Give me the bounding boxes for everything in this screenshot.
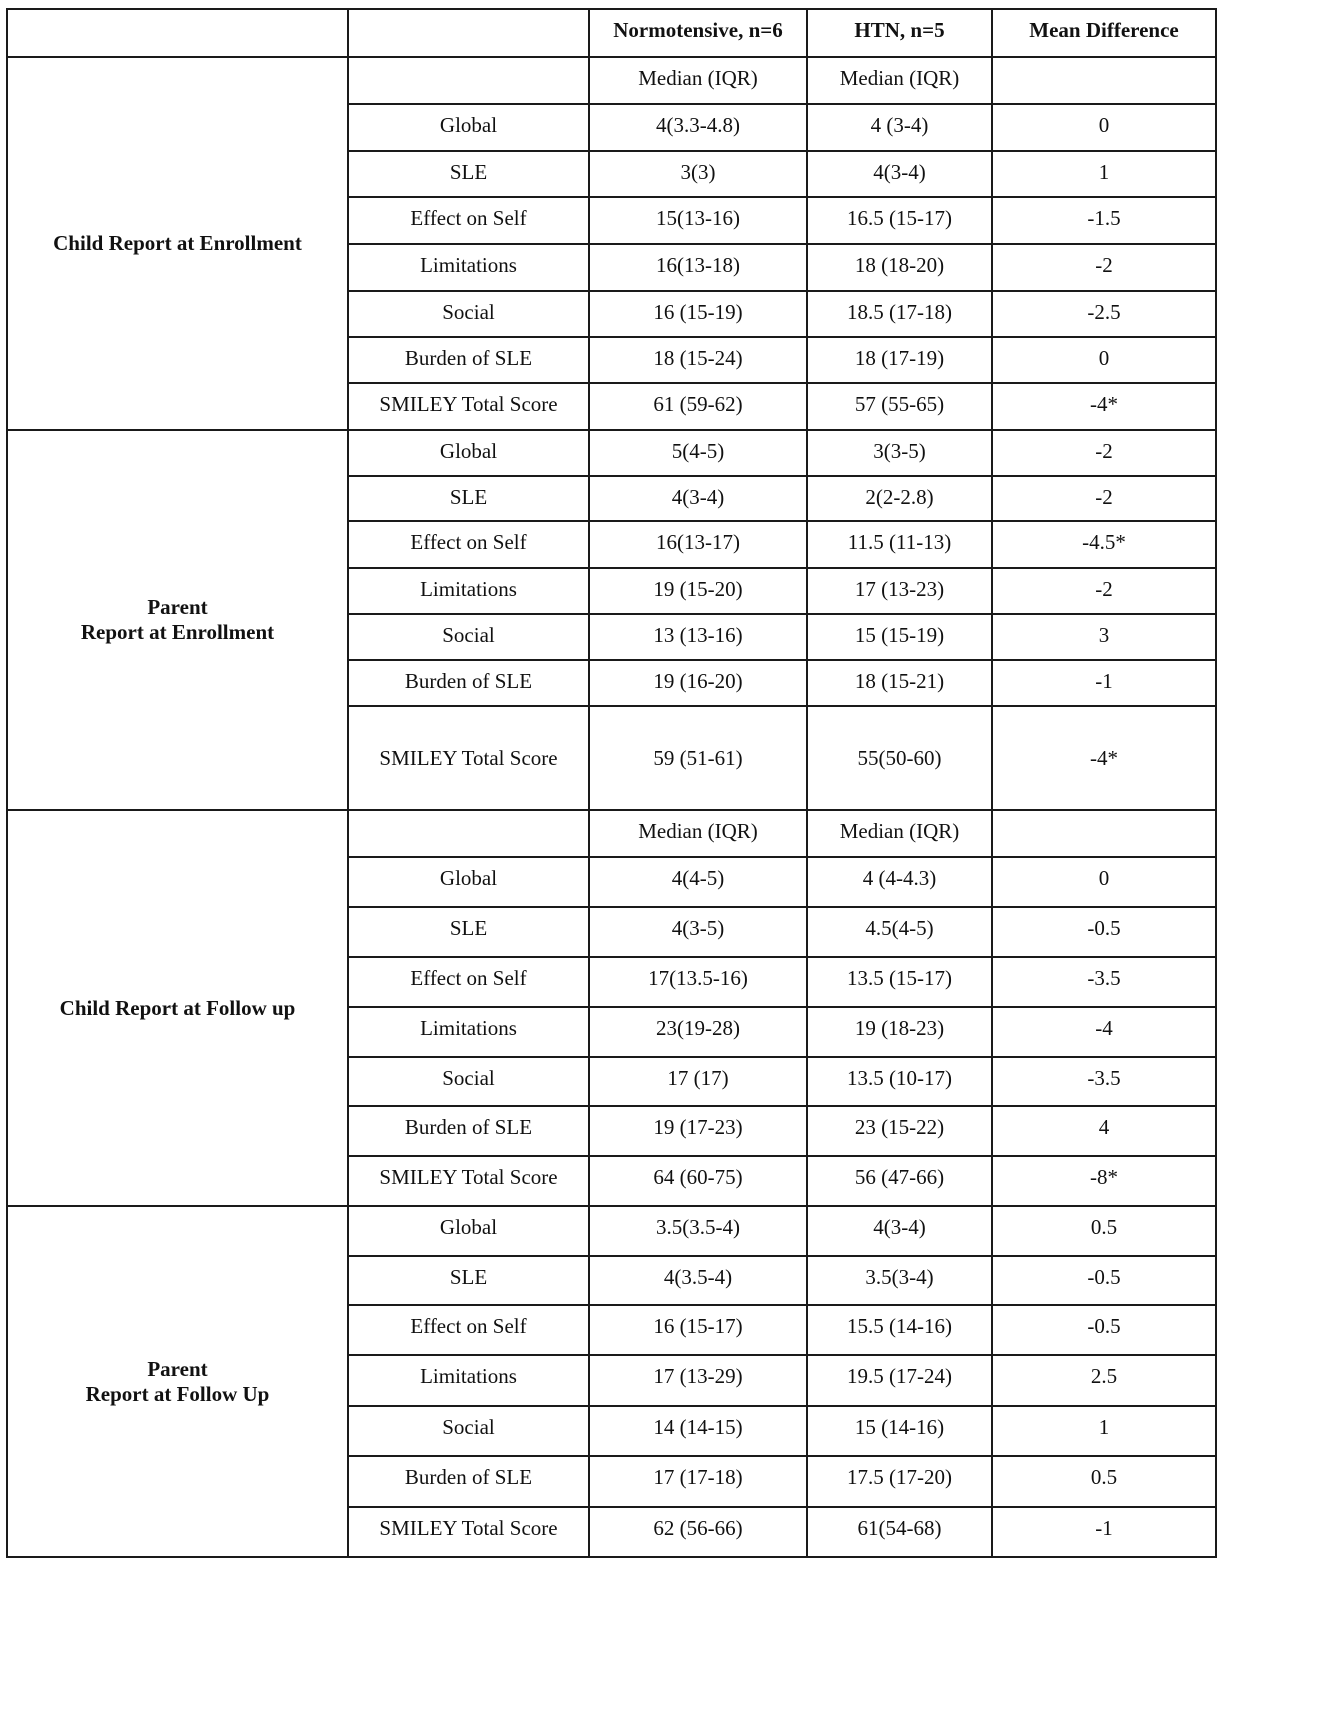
htn-cell: 13.5 (15-17) [807,957,992,1007]
row-label-cell: SMILEY Total Score [348,1507,589,1557]
row-label-cell: SMILEY Total Score [348,706,589,810]
htn-cell: 18 (18-20) [807,244,992,291]
normotensive-cell: 4(3.3-4.8) [589,104,807,151]
row-label-cell: Effect on Self [348,1305,589,1355]
subheader-blank-cell [348,810,589,857]
mean-difference-cell: 0.5 [992,1456,1216,1507]
section-group-label-line: Parent [147,1356,208,1381]
row-label-cell: Limitations [348,1007,589,1057]
row-label-cell: Global [348,857,589,907]
htn-cell: 3(3-5) [807,430,992,476]
mean-difference-cell: -1 [992,660,1216,706]
subheader-cell: Median (IQR) [807,57,992,104]
subheader-cell: Median (IQR) [589,57,807,104]
section-group-label-line: Parent [147,595,208,619]
row-label-cell: Burden of SLE [348,337,589,383]
normotensive-cell: 16 (15-17) [589,1305,807,1355]
row-label-cell: SLE [348,907,589,957]
table-row [7,430,1216,476]
section-group-label-line: Child Report at Follow up [59,995,296,1020]
mean-difference-cell: 0 [992,337,1216,383]
htn-cell: 18 (17-19) [807,337,992,383]
normotensive-cell: 16 (15-19) [589,291,807,337]
normotensive-cell: 4(3.5-4) [589,1256,807,1305]
section-group-label [7,430,348,810]
column-header [348,9,589,57]
row-label-cell: Burden of SLE [348,1456,589,1507]
mean-difference-cell: -4 [992,1007,1216,1057]
htn-cell: 19 (18-23) [807,1007,992,1057]
mean-difference-cell: -2 [992,430,1216,476]
htn-cell: 17.5 (17-20) [807,1456,992,1507]
row-label-cell: Global [348,430,589,476]
row-label-cell: Limitations [348,1355,589,1406]
normotensive-cell: 62 (56-66) [589,1507,807,1557]
normotensive-cell: 15(13-16) [589,197,807,244]
results-table-frame [6,8,1217,1558]
normotensive-cell: 16(13-17) [589,521,807,568]
row-label-cell: SMILEY Total Score [348,1156,589,1206]
normotensive-cell: 17 (13-29) [589,1355,807,1406]
mean-difference-cell: -1.5 [992,197,1216,244]
row-label-cell: Effect on Self [348,197,589,244]
column-header: Normotensive, n=6 [589,9,807,57]
mean-difference-cell: -4* [992,706,1216,810]
normotensive-cell: 64 (60-75) [589,1156,807,1206]
htn-cell: 4.5(4-5) [807,907,992,957]
normotensive-cell: 19 (15-20) [589,568,807,614]
mean-difference-cell: -0.5 [992,907,1216,957]
row-label-cell: Burden of SLE [348,660,589,706]
htn-cell: 15 (14-16) [807,1406,992,1456]
mean-difference-cell: -1 [992,1507,1216,1557]
htn-cell: 61(54-68) [807,1507,992,1557]
htn-cell: 4(3-4) [807,1206,992,1256]
mean-difference-cell: 1 [992,151,1216,197]
row-label-cell: Effect on Self [348,957,589,1007]
mean-difference-cell: 1 [992,1406,1216,1456]
mean-difference-cell: -3.5 [992,957,1216,1007]
mean-difference-cell: 0.5 [992,1206,1216,1256]
mean-difference-cell: -8* [992,1156,1216,1206]
htn-cell: 18.5 (17-18) [807,291,992,337]
row-label-cell: Social [348,1406,589,1456]
normotensive-cell: 16(13-18) [589,244,807,291]
normotensive-cell: 3(3) [589,151,807,197]
normotensive-cell: 19 (17-23) [589,1106,807,1156]
row-label-cell: Burden of SLE [348,1106,589,1156]
row-label-cell: Effect on Self [348,521,589,568]
normotensive-cell: 61 (59-62) [589,383,807,430]
column-header: Mean Difference [992,9,1216,57]
normotensive-cell: 3.5(3.5-4) [589,1206,807,1256]
normotensive-cell: 23(19-28) [589,1007,807,1057]
section-group-label-line: Report at Follow Up [85,1381,270,1406]
htn-cell: 23 (15-22) [807,1106,992,1156]
htn-cell: 2(2-2.8) [807,476,992,521]
subheader-cell: Median (IQR) [589,810,807,857]
normotensive-cell: 4(3-5) [589,907,807,957]
htn-cell: 18 (15-21) [807,660,992,706]
table-header-row [7,9,1216,57]
subheader-cell [992,57,1216,104]
section-group-label [7,57,348,430]
mean-difference-cell: -2 [992,568,1216,614]
mean-difference-cell: 0 [992,104,1216,151]
subheader-blank-cell [348,57,589,104]
column-header [7,9,348,57]
row-label-cell: SMILEY Total Score [348,383,589,430]
normotensive-cell: 17 (17) [589,1057,807,1106]
section-group-label [7,810,348,1206]
htn-cell: 11.5 (11-13) [807,521,992,568]
htn-cell: 3.5(3-4) [807,1256,992,1305]
normotensive-cell: 4(4-5) [589,857,807,907]
htn-cell: 4 (3-4) [807,104,992,151]
mean-difference-cell: -2.5 [992,291,1216,337]
row-label-cell: SLE [348,151,589,197]
mean-difference-cell: -4.5* [992,521,1216,568]
row-label-cell: Limitations [348,568,589,614]
htn-cell: 56 (47-66) [807,1156,992,1206]
mean-difference-cell: -0.5 [992,1305,1216,1355]
normotensive-cell: 17(13.5-16) [589,957,807,1007]
normotensive-cell: 14 (14-15) [589,1406,807,1456]
mean-difference-cell: -4* [992,383,1216,430]
mean-difference-cell: 2.5 [992,1355,1216,1406]
normotensive-cell: 59 (51-61) [589,706,807,810]
htn-cell: 13.5 (10-17) [807,1057,992,1106]
row-label-cell: Limitations [348,244,589,291]
subheader-cell: Median (IQR) [807,810,992,857]
normotensive-cell: 13 (13-16) [589,614,807,660]
htn-cell: 19.5 (17-24) [807,1355,992,1406]
htn-cell: 55(50-60) [807,706,992,810]
normotensive-cell: 18 (15-24) [589,337,807,383]
subheader-cell [992,810,1216,857]
row-label-cell: Global [348,1206,589,1256]
row-label-cell: SLE [348,1256,589,1305]
htn-cell: 4 (4-4.3) [807,857,992,907]
htn-cell: 57 (55-65) [807,383,992,430]
mean-difference-cell: -3.5 [992,1057,1216,1106]
column-header: HTN, n=5 [807,9,992,57]
row-label-cell: Social [348,614,589,660]
results-table [6,8,1217,1558]
mean-difference-cell: 0 [992,857,1216,907]
normotensive-cell: 19 (16-20) [589,660,807,706]
section-group-label-line: Report at Enrollment [80,620,275,644]
normotensive-cell: 4(3-4) [589,476,807,521]
subheader-row [7,810,1216,857]
subheader-row [7,57,1216,104]
table-row [7,1206,1216,1256]
htn-cell: 15 (15-19) [807,614,992,660]
mean-difference-cell: 3 [992,614,1216,660]
mean-difference-cell: -0.5 [992,1256,1216,1305]
normotensive-cell: 17 (17-18) [589,1456,807,1507]
section-group-label-line: Child Report at Enrollment [53,231,302,255]
htn-cell: 16.5 (15-17) [807,197,992,244]
mean-difference-cell: 4 [992,1106,1216,1156]
normotensive-cell: 5(4-5) [589,430,807,476]
row-label-cell: Global [348,104,589,151]
row-label-cell: Social [348,291,589,337]
mean-difference-cell: -2 [992,244,1216,291]
htn-cell: 17 (13-23) [807,568,992,614]
htn-cell: 15.5 (14-16) [807,1305,992,1355]
section-group-label [7,1206,348,1557]
mean-difference-cell: -2 [992,476,1216,521]
htn-cell: 4(3-4) [807,151,992,197]
row-label-cell: Social [348,1057,589,1106]
row-label-cell: SLE [348,476,589,521]
